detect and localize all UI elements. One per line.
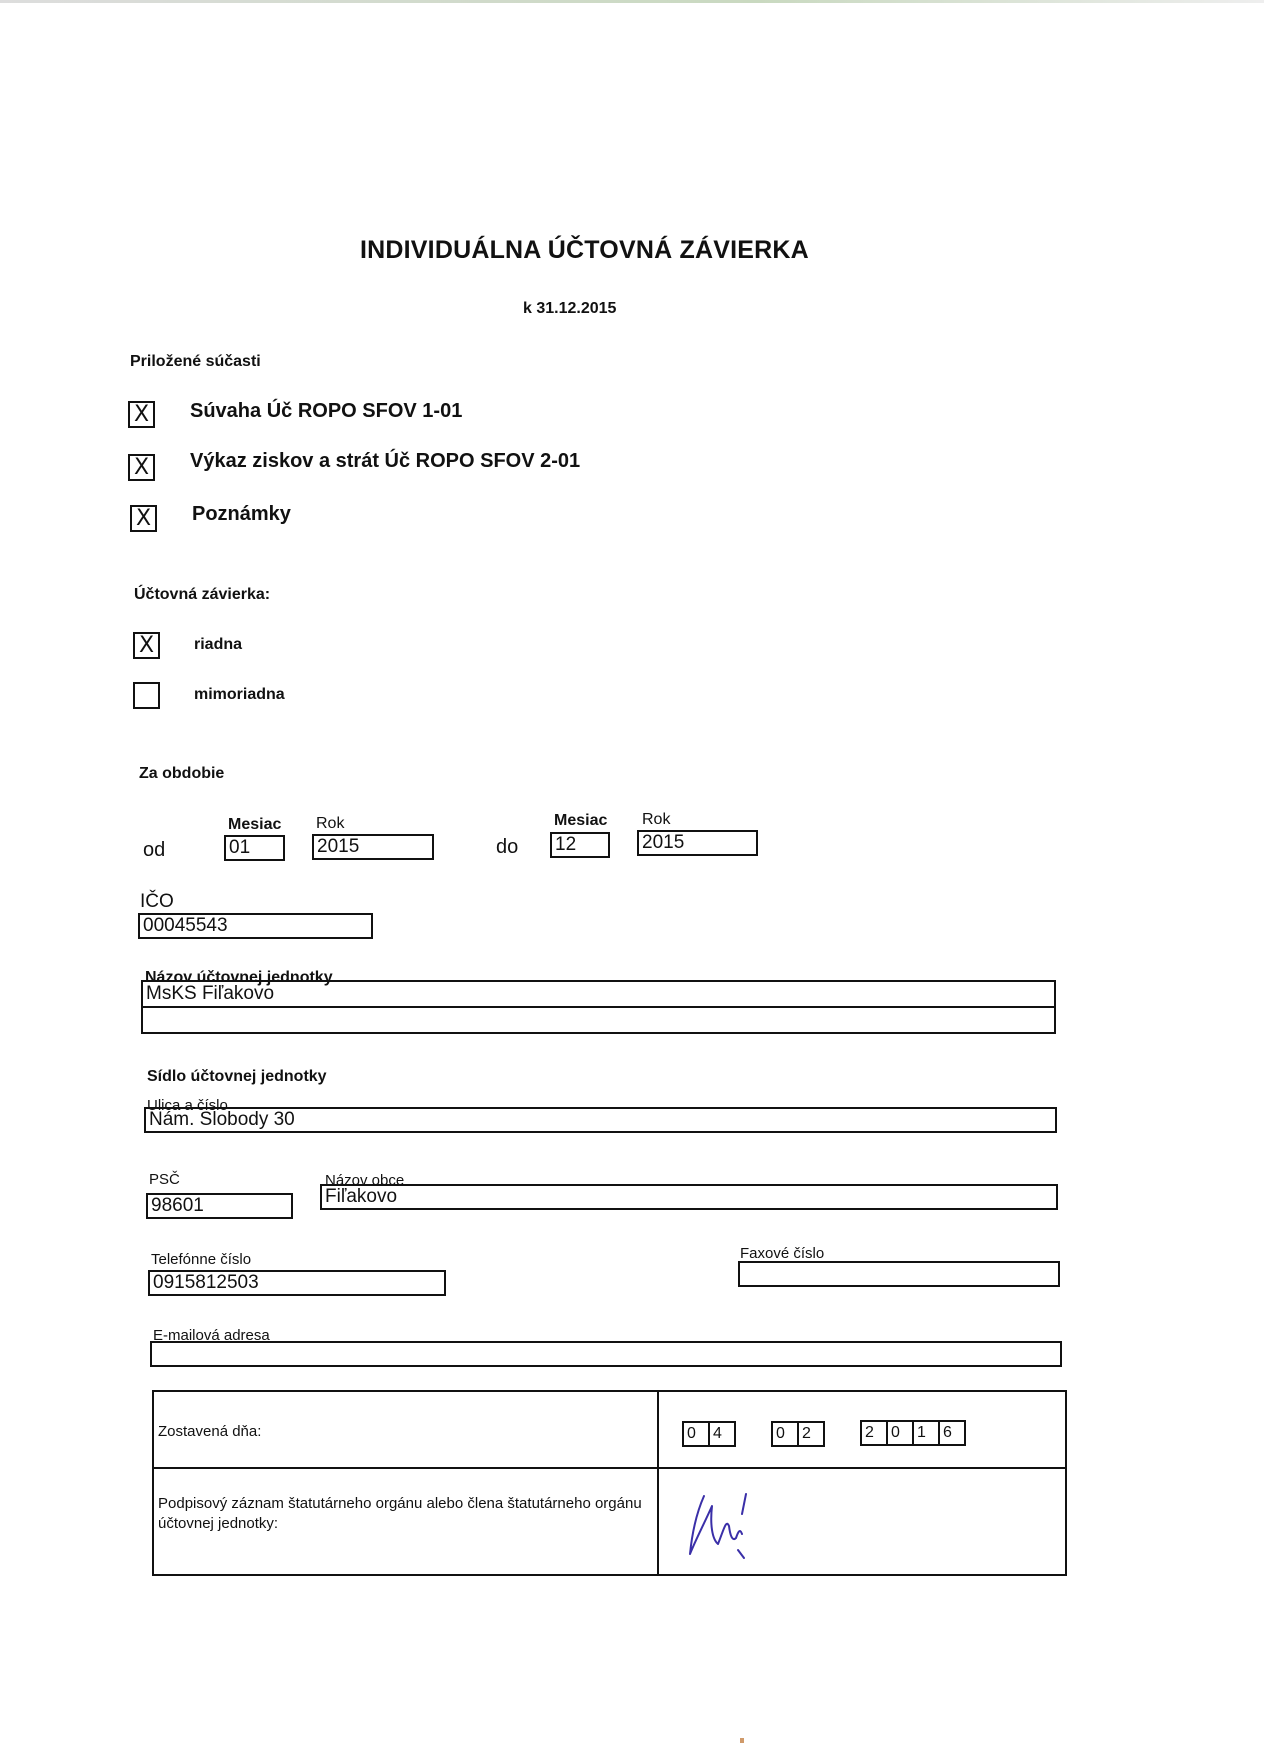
from-year-field[interactable]: 2015 — [312, 834, 434, 860]
from-year-label: Rok — [316, 815, 345, 832]
month-digit: 2 — [797, 1421, 825, 1447]
fax-label: Faxové číslo — [740, 1245, 825, 1262]
closing-type-heading: Účtovná závierka: — [134, 586, 271, 603]
month-field[interactable] — [771, 1421, 827, 1447]
checkbox-extraordinary[interactable] — [133, 682, 160, 709]
checkbox-balance-sheet[interactable]: X — [128, 401, 155, 428]
day-digit: 4 — [708, 1421, 736, 1447]
entity-name-divider — [143, 1006, 1054, 1008]
checkbox-notes[interactable]: X — [130, 505, 157, 532]
option-regular: riadna — [194, 636, 243, 653]
attachment-profit-loss: Výkaz ziskov a strát Úč ROPO SFOV 2-01 — [190, 450, 581, 472]
entity-name-label: Názov účtovnej jednotky — [145, 969, 333, 986]
year-digit: 0 — [886, 1420, 914, 1446]
day-digit: 0 — [682, 1421, 710, 1447]
table-column-divider — [657, 1392, 659, 1574]
ico-label: IČO — [140, 891, 174, 912]
attachments-heading: Priložené súčasti — [130, 353, 261, 370]
to-label: do — [496, 836, 519, 858]
scan-edge — [0, 0, 1264, 3]
from-label: od — [143, 839, 166, 861]
psc-field[interactable]: 98601 — [146, 1193, 293, 1219]
to-year-field[interactable]: 2015 — [637, 830, 758, 856]
psc-label: PSČ — [149, 1171, 180, 1188]
attachment-notes: Poznámky — [192, 503, 291, 525]
from-month-field[interactable]: 01 — [224, 835, 285, 861]
day-field[interactable] — [682, 1421, 738, 1447]
year-digit: 2 — [860, 1420, 888, 1446]
to-year-label: Rok — [642, 811, 671, 828]
option-extraordinary: mimoriadna — [194, 686, 285, 703]
signature-table — [152, 1390, 1067, 1576]
compiled-label: Zostavená dňa: — [158, 1423, 262, 1440]
to-month-label: Mesiac — [554, 812, 608, 829]
street-label: Ulica a číslo — [147, 1097, 228, 1114]
town-label: Názov obce — [325, 1172, 405, 1189]
email-label: E-mailová adresa — [153, 1327, 270, 1344]
scan-speck — [740, 1738, 744, 1743]
ico-field[interactable]: 00045543 — [138, 913, 373, 939]
checkbox-profit-loss[interactable]: X — [128, 454, 155, 481]
checkbox-regular[interactable]: X — [133, 632, 160, 659]
document-date: k 31.12.2015 — [523, 300, 617, 317]
entity-name-field[interactable] — [141, 980, 1056, 1034]
seat-heading: Sídlo účtovnej jednotky — [147, 1068, 327, 1085]
email-field[interactable] — [150, 1341, 1062, 1367]
year-digit: 6 — [938, 1420, 966, 1446]
attachment-balance-sheet: Súvaha Úč ROPO SFOV 1-01 — [190, 400, 463, 422]
table-divider — [154, 1467, 1065, 1469]
fax-field[interactable] — [738, 1261, 1060, 1287]
town-field[interactable]: Fiľakovo — [320, 1184, 1058, 1210]
handwritten-signature — [674, 1484, 794, 1564]
from-month-label: Mesiac — [228, 816, 282, 833]
to-month-field[interactable]: 12 — [550, 832, 610, 858]
phone-field[interactable]: 0915812503 — [148, 1270, 446, 1296]
period-heading: Za obdobie — [139, 765, 225, 782]
month-digit: 0 — [771, 1421, 799, 1447]
document-title: INDIVIDUÁLNA ÚČTOVNÁ ZÁVIERKA — [360, 236, 809, 264]
sign-label: Podpisový záznam štatutárneho orgánu alebo člena štatutárneho orgánu účtovnej jednotky: — [158, 1495, 642, 1532]
year-field[interactable] — [860, 1420, 972, 1446]
year-digit: 1 — [912, 1420, 940, 1446]
phone-label: Telefónne číslo — [151, 1251, 252, 1268]
entity-name-line1: MsKS Fiľakovo — [146, 983, 275, 1004]
street-field[interactable]: Nám. Slobody 30 — [144, 1107, 1057, 1133]
